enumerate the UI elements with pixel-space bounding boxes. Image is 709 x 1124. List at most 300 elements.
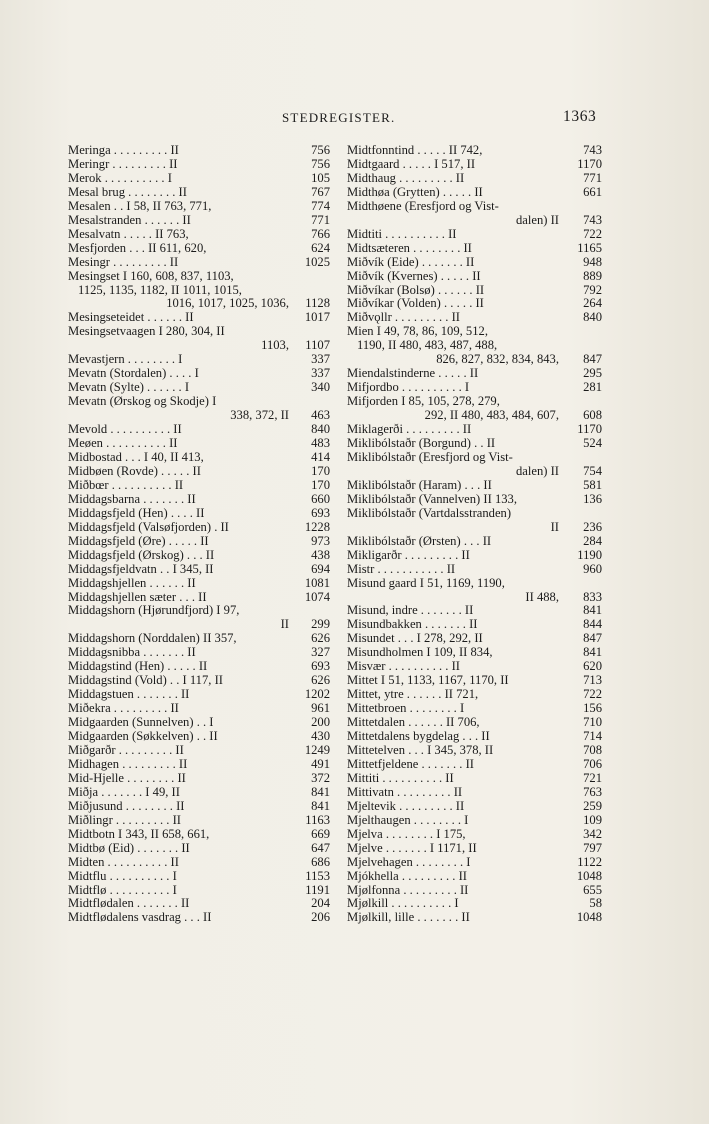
entry-page-number: 337 (311, 367, 330, 381)
entry-text: Miðjusund . . . . . . . . II (68, 799, 185, 813)
index-entry-line (68, 800, 330, 814)
index-entry (68, 884, 330, 898)
entry-page-number: 58 (589, 897, 602, 911)
index-entry-line (347, 856, 602, 870)
entry-page-number: 841 (311, 785, 330, 799)
entry-text: 1103, (261, 339, 289, 353)
running-header-title: STEDREGISTER. (282, 110, 396, 125)
index-entry-line (347, 507, 602, 521)
entry-page-number: 669 (311, 827, 330, 841)
entry-text: Mjølkill . . . . . . . . . . I (347, 897, 459, 911)
entry-text: Midtbø (Eid) . . . . . . . II (68, 841, 190, 855)
index-entry (68, 158, 330, 172)
entry-text: Middagsfjeld (Hen) . . . . II (68, 506, 205, 520)
index-entry (347, 786, 602, 800)
index-entry (347, 646, 602, 660)
entry-text: Meringr . . . . . . . . . II (68, 157, 178, 171)
index-entry (347, 911, 602, 925)
entry-page-number: 756 (311, 144, 330, 157)
index-entry (68, 604, 330, 632)
entry-text: 1016, 1017, 1025, 1036, (166, 297, 289, 311)
index-entry (68, 716, 330, 730)
index-entry-line (347, 367, 602, 381)
index-entry (347, 563, 602, 577)
entry-text: Mittivatn . . . . . . . . . II (347, 785, 463, 799)
index-entry (347, 632, 602, 646)
entry-page-number: 524 (583, 437, 602, 451)
index-entry-line (347, 423, 602, 437)
entry-text: Midtsæteren . . . . . . . . II (347, 241, 472, 255)
entry-page-number: 1163 (305, 813, 330, 827)
index-entry-line (347, 493, 602, 507)
index-entry-line (347, 353, 602, 367)
index-entry-line (347, 228, 602, 242)
entry-text: dalen) II (515, 213, 559, 227)
entry-text: Mistr . . . . . . . . . . . II (347, 562, 456, 576)
entry-text: Miklibólstaðr (Borgund) . . II (347, 437, 496, 451)
entry-page-number: 1190 (577, 548, 602, 562)
entry-text: Middagsnibba . . . . . . . II (68, 646, 196, 660)
entry-text: 826, 827, 832, 834, 843, (436, 353, 559, 367)
entry-text: Mesfjorden . . . II 611, 620, (68, 241, 207, 255)
index-entry-line (347, 284, 602, 298)
index-entry-line (347, 702, 602, 716)
entry-page-number: 430 (311, 730, 330, 744)
entry-page-number: 340 (311, 381, 330, 395)
entry-text: Midtflu . . . . . . . . . . I (68, 869, 177, 883)
index-entry-line (68, 828, 330, 842)
index-entry (68, 674, 330, 688)
index-entry-line (68, 563, 330, 577)
index-entry (347, 772, 602, 786)
index-entry-line (68, 842, 330, 856)
index-entry-line (68, 688, 330, 702)
entry-page-number: 463 (311, 408, 330, 423)
index-entry-line (347, 242, 602, 256)
entry-text: Mesingsetvaagen I 280, 304, II (68, 325, 225, 339)
index-entry (68, 758, 330, 772)
index-entry-line (347, 270, 602, 284)
index-entry (347, 242, 602, 256)
index-entry-line (347, 618, 602, 632)
index-entry (347, 744, 602, 758)
entry-text: Midtflødalen . . . . . . . II (68, 897, 190, 911)
entry-text: Midtfonntind . . . . . II 742, (347, 144, 483, 157)
entry-page-number: 1153 (305, 869, 330, 883)
entry-page-number: 342 (583, 827, 602, 841)
entry-text: Middagshorn (Norddalen) II 357, (68, 632, 237, 646)
entry-text: Miðvǫllr . . . . . . . . . II (347, 311, 460, 325)
index-entry (347, 381, 602, 395)
index-entry-line (347, 549, 602, 563)
entry-text: Miðvíkar (Volden) . . . . . II (347, 297, 484, 311)
entry-text: Meøen . . . . . . . . . . II (68, 437, 178, 451)
index-entry (347, 618, 602, 632)
index-entry (347, 730, 602, 744)
index-entry-line (68, 911, 330, 925)
entry-page-number: 109 (583, 813, 602, 827)
entry-page-number: 694 (311, 562, 330, 576)
entry-text: Mesalstranden . . . . . . II (68, 213, 191, 227)
index-entry (68, 646, 330, 660)
index-entry-line (68, 786, 330, 800)
entry-page-number: 1170 (577, 423, 602, 437)
index-entry (68, 367, 330, 381)
entry-text: Midgaarden (Sunnelven) . . I (68, 716, 214, 730)
entry-text: Mifjorden I 85, 105, 278, 279, (347, 395, 500, 409)
index-entry (347, 297, 602, 311)
index-entry (68, 591, 330, 605)
index-entry (68, 256, 330, 270)
index-entry (347, 228, 602, 242)
entry-text: Miðekra . . . . . . . . . II (68, 702, 179, 716)
index-entry-line (347, 311, 602, 325)
index-entry (68, 437, 330, 451)
entry-page-number: 1202 (304, 688, 330, 702)
index-entry-line (68, 507, 330, 521)
entry-page-number: 710 (583, 716, 602, 730)
index-entry-line (347, 814, 602, 828)
entry-page-number: 295 (583, 367, 602, 381)
entry-page-number: 706 (583, 757, 602, 771)
entry-page-number: 961 (311, 702, 330, 716)
entry-text: Mjelvehagen . . . . . . . . I (347, 855, 471, 869)
index-entry-line (68, 744, 330, 758)
entry-text: Mevold . . . . . . . . . . II (68, 423, 182, 437)
index-entry (347, 660, 602, 674)
index-entry (68, 870, 330, 884)
entry-page-number: 1048 (576, 869, 602, 883)
entry-text: Miðvík (Kvernes) . . . . . II (347, 269, 481, 283)
entry-page-number: 200 (311, 716, 330, 730)
entry-page-number: 767 (311, 185, 330, 199)
index-entry-line (68, 856, 330, 870)
index-entry-line (347, 842, 602, 856)
index-entry-line (68, 186, 330, 200)
index-entry-line (68, 311, 330, 325)
index-entry-line (347, 437, 602, 451)
index-entry (68, 800, 330, 814)
index-entry-line (68, 214, 330, 228)
index-entry (347, 800, 602, 814)
entry-page-number: 841 (583, 604, 602, 618)
index-entry (347, 395, 602, 423)
index-entry (347, 828, 602, 842)
index-entry-line (347, 409, 602, 423)
index-entry (68, 828, 330, 842)
entry-text: Misundet . . . I 278, 292, II (347, 632, 483, 646)
index-entry (347, 897, 602, 911)
index-entry (68, 270, 330, 312)
entry-page-number: 1081 (304, 576, 330, 590)
index-entry-line (68, 702, 330, 716)
entry-page-number: 841 (311, 799, 330, 813)
index-entry-line (347, 563, 602, 577)
index-entry (347, 367, 602, 381)
entry-text: Mittet I 51, 1133, 1167, 1170, II (347, 674, 509, 688)
entry-text: Mjølkill, lille . . . . . . . II (347, 911, 470, 925)
entry-text: II (550, 520, 559, 534)
entry-page-number: 581 (583, 478, 602, 492)
entry-text: Mifjordbo . . . . . . . . . . I (347, 381, 470, 395)
entry-text: Mjølfonna . . . . . . . . . II (347, 883, 469, 897)
entry-text: II (280, 618, 289, 632)
entry-text: Meringa . . . . . . . . . II (68, 144, 179, 157)
entry-page-number: 722 (583, 227, 602, 241)
index-entry-line (347, 800, 602, 814)
entry-page-number: 372 (311, 771, 330, 785)
entry-text: Miklibólstaðr (Haram) . . . II (347, 478, 492, 492)
index-entry (68, 842, 330, 856)
entry-text: Mittetelven . . . I 345, 378, II (347, 743, 494, 757)
index-entry-line (347, 604, 602, 618)
entry-text: Midgaarden (Søkkelven) . . II (68, 730, 218, 744)
index-entry-line (68, 144, 330, 158)
index-entry (347, 479, 602, 493)
entry-text: dalen) II (515, 464, 559, 478)
index-entry (68, 688, 330, 702)
entry-page-number: 841 (583, 646, 602, 660)
index-entry-line (68, 270, 330, 284)
entry-page-number: 973 (311, 534, 330, 548)
entry-text: Midhagen . . . . . . . . . II (68, 757, 188, 771)
entry-page-number: 840 (583, 311, 602, 325)
index-entry-line (347, 172, 602, 186)
index-entry (347, 158, 602, 172)
entry-page-number: 624 (311, 241, 330, 255)
index-entry (347, 200, 602, 228)
entry-text: II 488, (525, 590, 559, 604)
index-entry-line (68, 577, 330, 591)
entry-page-number: 797 (583, 841, 602, 855)
entry-page-number: 771 (311, 213, 330, 227)
index-entry-line (347, 325, 602, 339)
entry-page-number: 170 (311, 478, 330, 492)
entry-text: Middagsfjeld (Valsøfjorden) . II (68, 520, 229, 534)
index-entry (347, 674, 602, 688)
entry-page-number: 708 (583, 743, 602, 757)
entry-page-number: 281 (583, 381, 602, 395)
entry-text: 338, 372, II (230, 409, 289, 423)
index-entry (68, 549, 330, 563)
index-entry-line (347, 730, 602, 744)
index-entry-line (347, 897, 602, 911)
index-entry (68, 451, 330, 465)
index-entry (68, 242, 330, 256)
entry-page-number: 206 (311, 911, 330, 925)
index-entry (347, 172, 602, 186)
entry-page-number: 1249 (304, 743, 330, 757)
index-entry (68, 577, 330, 591)
entry-text: Middagstind (Hen) . . . . . II (68, 660, 208, 674)
index-entry-line (68, 897, 330, 911)
entry-page-number: 1025 (304, 255, 330, 269)
entry-page-number: 105 (311, 171, 330, 185)
entry-page-number: 620 (583, 660, 602, 674)
index-entry (347, 256, 602, 270)
entry-text: Midthøene (Eresfjord og Vist- (347, 199, 499, 213)
index-entry (68, 325, 330, 353)
entry-text: Mittetdalens bygdelag . . . II (347, 730, 490, 744)
index-entry-line (68, 814, 330, 828)
index-entry (68, 507, 330, 521)
entry-page-number: 1017 (304, 311, 330, 325)
index-entry (347, 270, 602, 284)
index-entry-line (68, 884, 330, 898)
entry-text: Mesingseteidet . . . . . . II (68, 311, 194, 325)
entry-text: Miðbœr . . . . . . . . . . II (68, 478, 184, 492)
entry-page-number: 1074 (304, 590, 330, 604)
entry-text: Mjeltevik . . . . . . . . . II (347, 799, 465, 813)
entry-page-number: 626 (311, 674, 330, 688)
index-entry (68, 479, 330, 493)
entry-text: Middagsfjeld (Øre) . . . . . II (68, 534, 209, 548)
entry-page-number: 1048 (576, 911, 602, 925)
index-entry (347, 144, 602, 158)
entry-page-number: 264 (583, 297, 602, 311)
entry-text: Midbostad . . . I 40, II 413, (68, 450, 204, 464)
index-entry (347, 842, 602, 856)
index-entry-line (68, 660, 330, 674)
index-entry-line (68, 479, 330, 493)
entry-text: 1125, 1135, 1182, II 1011, 1015, (78, 283, 242, 297)
entry-text: Middagsfjeld (Ørskog) . . . II (68, 548, 215, 562)
entry-text: Midthaug . . . . . . . . . II (347, 171, 465, 185)
entry-text: Miðvík (Eide) . . . . . . . II (347, 255, 475, 269)
entry-text: Midtflødalens vasdrag . . . II (68, 911, 212, 925)
index-entry-line (68, 325, 330, 339)
index-entry-line (68, 591, 330, 605)
entry-text: Mesingset I 160, 608, 837, 1103, (68, 269, 234, 283)
entry-text: Miklibólstaðr (Vannelven) II 133, (347, 492, 517, 506)
index-entry (68, 186, 330, 200)
index-entry (68, 535, 330, 549)
entry-page-number: 771 (583, 171, 602, 185)
index-entry-line (347, 465, 602, 479)
index-entry-line (347, 200, 602, 214)
index-entry-line (68, 200, 330, 214)
index-entry-line (68, 423, 330, 437)
entry-text: Middagshjellen . . . . . . II (68, 576, 196, 590)
index-entry-line (68, 716, 330, 730)
index-entry-line (68, 367, 330, 381)
index-entry (68, 228, 330, 242)
index-entry (68, 702, 330, 716)
index-entry-line (347, 646, 602, 660)
entry-text: Middagsfjeldvatn . . I 345, II (68, 562, 214, 576)
index-entry (68, 144, 330, 158)
entry-page-number: 1165 (577, 241, 602, 255)
index-entry (347, 884, 602, 898)
entry-text: Mittet, ytre . . . . . . II 721, (347, 688, 479, 702)
entry-text: Midthøa (Grytten) . . . . . II (347, 185, 483, 199)
entry-text: Mevatn (Sylte) . . . . . . I (68, 381, 190, 395)
entry-page-number: 721 (583, 771, 602, 785)
index-entry (68, 200, 330, 214)
entry-page-number: 847 (583, 352, 602, 367)
index-entry-line (68, 674, 330, 688)
entry-text: Mesalvatn . . . . . II 763, (68, 227, 189, 241)
entry-page-number: 840 (311, 423, 330, 437)
index-entry-line (347, 297, 602, 311)
index-entry-line (68, 381, 330, 395)
entry-page-number: 491 (311, 757, 330, 771)
index-entry-line (347, 632, 602, 646)
entry-text: Mesingr . . . . . . . . . II (68, 255, 179, 269)
entry-page-number: 693 (311, 660, 330, 674)
index-entry-line (347, 660, 602, 674)
index-entry-line (68, 437, 330, 451)
index-entry-line (68, 549, 330, 563)
entry-text: Middagshorn (Hjørundfjord) I 97, (68, 604, 240, 618)
entry-text: Mid-Hjelle . . . . . . . . II (68, 771, 186, 785)
index-entry (68, 632, 330, 646)
entry-page-number: 833 (583, 589, 602, 604)
page-number: 1363 (563, 108, 597, 125)
index-entry-line (68, 730, 330, 744)
entry-page-number: 647 (311, 841, 330, 855)
entry-text: Misund gaard I 51, 1169, 1190, (347, 576, 505, 590)
entry-page-number: 948 (583, 255, 602, 269)
index-entry (347, 856, 602, 870)
entry-text: Miðvíkar (Bolsø) . . . . . . II (347, 283, 485, 297)
entry-text: Miendalstinderne . . . . . II (347, 367, 479, 381)
entry-text: Mesal brug . . . . . . . . II (68, 185, 187, 199)
entry-text: 292, II 480, 483, 484, 607, (424, 409, 559, 423)
index-entry-line (68, 870, 330, 884)
entry-text: Misund, indre . . . . . . . II (347, 604, 474, 618)
entry-page-number: 236 (583, 519, 602, 534)
entry-text: 1190, II 480, 483, 487, 488, (357, 339, 498, 353)
entry-page-number: 414 (311, 450, 330, 464)
entry-text: Midtgaard . . . . . I 517, II (347, 157, 476, 171)
index-entry-line (347, 577, 602, 591)
index-entry-line (347, 479, 602, 493)
index-entry (68, 423, 330, 437)
entry-page-number: 170 (311, 464, 330, 478)
entry-text: Mittetdalen . . . . . . II 706, (347, 716, 480, 730)
index-entry (347, 758, 602, 772)
index-entry-line (347, 884, 602, 898)
index-entry (347, 451, 602, 479)
index-entry-line (347, 186, 602, 200)
index-entry (68, 897, 330, 911)
entry-page-number: 1107 (305, 338, 330, 353)
index-entry-line (347, 395, 602, 409)
entry-text: Mikligarðr . . . . . . . . . II (347, 548, 470, 562)
index-entry-line (68, 172, 330, 186)
index-column-left (68, 144, 330, 925)
entry-text: Miklibólstaðr (Ørsten) . . . II (347, 534, 492, 548)
index-entry (347, 186, 602, 200)
entry-text: Mevatn (Ørskog og Skodje) I (68, 395, 217, 409)
entry-text: Miðlingr . . . . . . . . . II (68, 813, 181, 827)
entry-page-number: 960 (583, 562, 602, 576)
entry-page-number: 1170 (577, 157, 602, 171)
entry-page-number: 792 (583, 283, 602, 297)
entry-text: Miklibólstaðr (Vartdalsstranden) (347, 506, 512, 520)
entry-text: Middagshjellen sæter . . . II (68, 590, 207, 604)
entry-text: Middagstind (Vold) . . I 117, II (68, 674, 223, 688)
entry-text: Misundbakken . . . . . . . II (347, 618, 478, 632)
entry-text: Mittetbroen . . . . . . . . I (347, 702, 465, 716)
index-entry (68, 381, 330, 395)
index-entry-line (68, 604, 330, 618)
index-entry (68, 856, 330, 870)
index-entry (68, 311, 330, 325)
entry-text: Misvær . . . . . . . . . . II (347, 660, 460, 674)
entry-page-number: 1122 (577, 855, 602, 869)
